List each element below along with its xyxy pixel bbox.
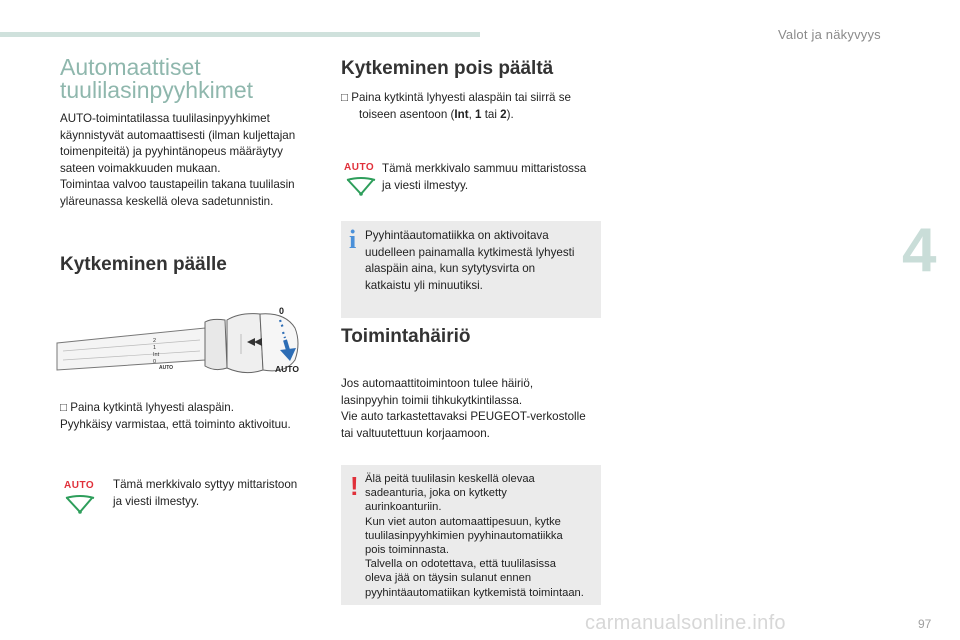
fault-line: Jos automaattitoimintoon tulee häiriö,: [341, 377, 534, 390]
info-line: Pyyhintäautomatiikka on aktivoitava: [365, 229, 549, 242]
fault-heading: Toimintahäiriö: [341, 326, 471, 347]
section-title: Valot ja näkyvyys: [778, 27, 881, 42]
off-step-line2: toiseen asentoon (Int, 1 tai 2).: [359, 107, 514, 121]
info-line: uudelleen painamalla kytkimestä lyhyesti: [365, 245, 575, 259]
off-step-line1: □ Paina kytkintä lyhyesti alaspäin tai siirrä se: [341, 91, 571, 104]
info-text: [365, 228, 597, 294]
stalk-label-0: 0: [153, 359, 157, 365]
off-indicator-text: [382, 161, 602, 194]
warning-text: [365, 472, 599, 600]
auto-wiper-icon: [63, 494, 97, 516]
on-indicator-line: Tämä merkkivalo syttyy mittaristoon: [113, 478, 298, 491]
warning-line: tuulilasinpyyhkimien pyyhinautomatiikka: [365, 529, 563, 542]
auto-wiper-icon-off: [344, 176, 378, 198]
warning-icon: !: [350, 471, 359, 501]
fault-line: Vie auto tarkastettavaksi PEUGEOT-verkostolle: [341, 410, 586, 423]
warning-box: [341, 465, 601, 605]
stalk-label-auto: AUTO: [159, 365, 174, 371]
wiper-stalk-illustration: [55, 298, 310, 388]
intro-line: Toimintaa valvoo taustapeilin takana tuulilasin: [60, 178, 295, 191]
watermark: carmanualsonline.info: [585, 612, 786, 634]
info-line: alaspäin aina, kun sytytysvirta on: [365, 262, 536, 275]
page-number: 97: [918, 617, 932, 631]
header-accent-bar: [0, 32, 480, 37]
warning-line: pyyhintäautomatiikan kytkemistä toimintaan.: [365, 586, 584, 599]
warning-line: Talvella on odotettava, että tuulilasissa: [365, 558, 556, 571]
info-icon: i: [349, 225, 357, 254]
page-title-line1: Automaattiset: [60, 54, 201, 80]
fault-paragraph: [341, 376, 606, 442]
on-indicator-text: [113, 477, 323, 510]
stalk-label-1: 1: [153, 345, 157, 351]
on-heading: Kytkeminen päälle: [60, 254, 227, 275]
stalk-label-2: 2: [153, 338, 157, 344]
warning-line: Kun viet auton automaattipesuun, kytke: [365, 515, 561, 528]
warning-line: Älä peitä tuulilasin keskellä olevaa: [365, 473, 535, 485]
info-box: [341, 221, 601, 318]
intro-line: yläreunassa keskellä oleva sadetunnistin.: [60, 194, 274, 208]
on-instructions: [60, 400, 330, 433]
auto-indicator-badge: AUTO: [64, 480, 95, 491]
intro-line: käynnistyvät automaattisesti (ilman kuljettajan: [60, 128, 296, 142]
on-indicator-line: ja viesti ilmestyy.: [113, 494, 200, 508]
intro-paragraph: [60, 111, 330, 210]
fault-line: tai valtuutettuun korjaamoon.: [341, 426, 490, 440]
auto-indicator-badge-off: AUTO: [344, 162, 375, 173]
intro-line: AUTO-toimintatilassa tuulilasinpyyhkimet: [60, 112, 270, 125]
warning-line: sadeanturia, joka on kytketty: [365, 487, 507, 500]
stalk-top-label: 0: [279, 306, 285, 316]
intro-line: sateen voimakkuuden mukaan.: [60, 161, 221, 175]
intro-line: toimenpiteitä) ja pyyhintänopeus määräytyy: [60, 145, 283, 158]
stalk-bottom-label: AUTO: [275, 364, 299, 374]
off-instructions: [341, 90, 606, 123]
stalk-label-int: Int: [153, 352, 160, 358]
on-note: Pyyhkäisy varmistaa, että toiminto aktivoituu.: [60, 417, 291, 431]
off-heading: Kytkeminen pois päältä: [341, 58, 554, 79]
page-title-line2: tuulilasinpyyhkimet: [60, 77, 254, 103]
off-indicator-line: Tämä merkkivalo sammuu mittaristossa: [382, 162, 587, 175]
chapter-number: 4: [902, 216, 937, 285]
warning-line: pois toiminnasta.: [365, 544, 449, 557]
fault-line: lasinpyyhin toimii tihkukytkintilassa.: [341, 393, 523, 407]
on-step: □ Paina kytkintä lyhyesti alaspäin.: [60, 401, 234, 414]
page-title: [60, 56, 320, 102]
info-line: katkaistu yli minuutiksi.: [365, 278, 483, 292]
off-indicator-line: ja viesti ilmestyy.: [382, 178, 469, 192]
warning-line: oleva jää on täysin sulanut ennen: [365, 572, 532, 585]
warning-line: aurinkoanturiin.: [365, 501, 442, 514]
